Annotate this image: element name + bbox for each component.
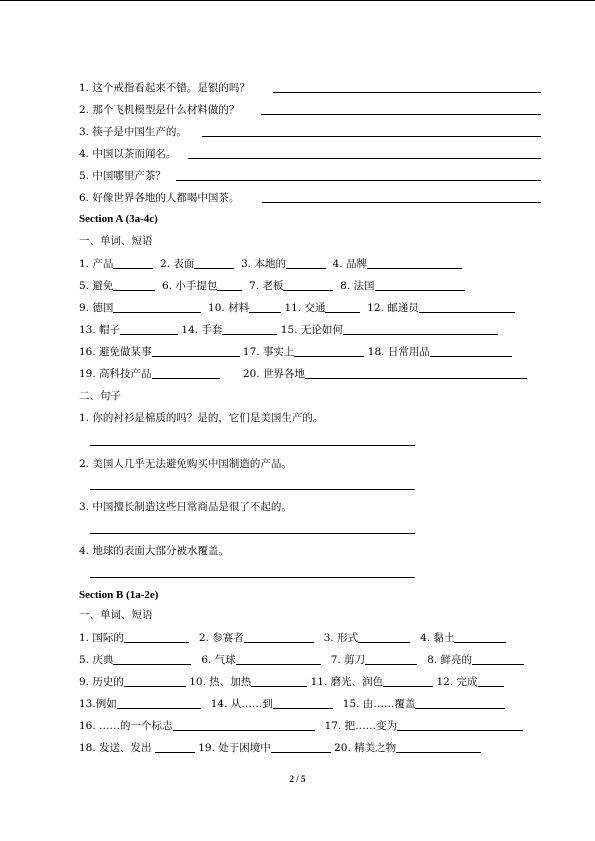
answer-line-6 [262,202,541,203]
section-b-vocab-row-6: 18. 发送、发出 19. 处于困境中 20. 精美之物 [79,740,481,756]
section-a-vocab-row-2: 5. 避免 6. 小手提包 7. 老板 8. 法国 [79,278,465,294]
section-a-title: Section A (3a-4c) [79,213,158,225]
sentence-answer-line-2 [90,489,415,490]
section-b-vocab-row-2: 5. 庆典 6. 气球 7. 剪刀 8. 鲜亮的 [79,652,524,668]
section-b-vocab-row-3: 9. 历史的 10. 热、加热 11. 磨光、润色 12. 完成 [79,674,504,690]
section-a-vocab-row-3: 9. 德国 10. 材料 11. 交通 12. 邮递员 [79,300,515,316]
question-4: 4. 中国以茶而闻名。 [79,148,177,160]
sentence-3: 3. 中国擅长制造这些日常商品是很了不起的。 [79,501,292,513]
section-a-vocab-row-6: 19. 高科技产品 20. 世界各地 [79,366,527,382]
question-5: 5. 中国哪里产茶？ [79,170,166,182]
answer-line-3 [202,136,541,137]
question-1: 1. 这个戒指看起来不错。是银的吗？ [79,82,250,94]
section-b-title: Section B (1a-2e) [79,589,159,601]
top-border [0,0,595,1]
section-b-vocab-row-4: 13.例如 14. 从……到 15. 由……覆盖 [79,696,505,712]
sentence-2: 2. 美国人几乎无法避免购买中国制造的产品。 [79,458,292,470]
sentence-answer-line-3 [90,533,415,534]
page-number: 2 / 5 [289,774,306,784]
answer-line-5 [176,180,541,181]
answer-line-4 [188,158,541,159]
sentence-4: 4. 地球的表面大部分被水覆盖。 [79,545,229,557]
question-2: 2. 那个飞机模型是什么材料做的？ [79,104,240,116]
section-b-vocab-row-1: 1. 国际的 2. 参赛者 3. 形式 4. 黏土 [79,630,506,646]
section-a-vocab-row-5: 16. 避免做某事 17. 事实上 18. 日常用品 [79,344,512,360]
sentence-1: 1. 你的衬衫是棉质的吗？是的，它们是美国生产的。 [79,412,324,424]
question-3: 3. 筷子是中国生产的。 [79,126,187,138]
section-a-vocab-title: 一、单词、短语 [79,235,153,247]
answer-line-1 [273,92,541,93]
section-a-vocab-row-1: 1. 产品 2. 表面 3. 本地的 4. 品牌 [79,256,462,272]
section-b-vocab-row-5: 16. ……的一个标志 17. 把……变为 [79,718,523,734]
sentence-answer-line-1 [90,445,415,446]
section-a-vocab-row-4: 13. 帽子 14. 手套 15. 无论如何 [79,322,498,338]
question-6: 6. 好像世界各地的人都喝中国茶。 [79,192,240,204]
section-b-vocab-title: 一、单词、短语 [79,609,153,621]
section-a-sentence-title: 二、句子 [79,390,121,402]
answer-line-2 [261,114,541,115]
sentence-answer-line-4 [90,577,415,578]
